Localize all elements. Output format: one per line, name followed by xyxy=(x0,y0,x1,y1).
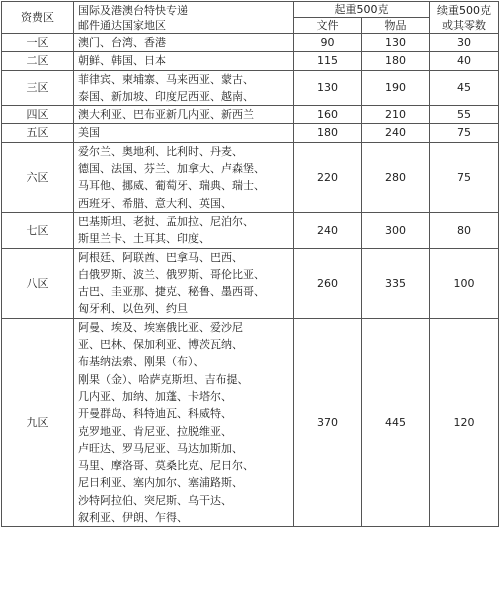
goods-price-cell: 190 xyxy=(362,70,430,106)
goods-price-cell: 335 xyxy=(362,248,430,318)
countries-line: 尼日利亚、塞内加尔、塞浦路斯、 xyxy=(78,476,243,490)
countries-line: 德国、法国、芬兰、加拿大、卢森堡、 xyxy=(78,162,265,176)
document-price-cell: 115 xyxy=(294,52,362,70)
countries-line: 阿根廷、阿联酋、巴拿马、巴西、 xyxy=(78,250,243,264)
extra-weight-price-cell: 100 xyxy=(430,248,499,318)
extra-weight-price-cell: 75 xyxy=(430,124,499,142)
table-row xyxy=(2,70,499,106)
goods-price-cell: 240 xyxy=(362,124,430,142)
header-countries xyxy=(74,2,294,34)
goods-price-cell: 300 xyxy=(362,212,430,248)
table-row xyxy=(2,52,499,70)
header-goods: 物品 xyxy=(362,18,430,34)
extra-weight-price-cell: 75 xyxy=(430,142,499,212)
countries-line: 布基纳法索、刚果（布）、 xyxy=(78,355,205,369)
document-price-cell: 370 xyxy=(294,318,362,527)
table-row xyxy=(2,34,499,52)
table-row xyxy=(2,212,499,248)
countries-cell xyxy=(74,124,294,142)
countries-line: 开曼群岛、科特迪瓦、科威特、 xyxy=(78,407,232,421)
countries-cell xyxy=(74,52,294,70)
header-zone: 资费区 xyxy=(2,2,74,34)
zone-cell: 一区 xyxy=(2,34,74,52)
countries-cell xyxy=(74,34,294,52)
countries-line: 马耳他、挪威、葡萄牙、瑞典、瑞士、 xyxy=(78,179,265,193)
goods-price-cell: 210 xyxy=(362,106,430,124)
document-price-cell: 240 xyxy=(294,212,362,248)
countries-line: 刚果（金）、哈萨克斯坦、吉布提、 xyxy=(78,372,249,386)
countries-line: 几内亚、加纳、加蓬、卡塔尔、 xyxy=(78,389,232,403)
countries-cell xyxy=(74,212,294,248)
rate-table-body xyxy=(2,34,499,527)
zone-cell: 三区 xyxy=(2,70,74,106)
countries-line: 白俄罗斯、波兰、俄罗斯、哥伦比亚、 xyxy=(78,267,265,281)
goods-price-cell: 280 xyxy=(362,142,430,212)
countries-line: 泰国、新加坡、印度尼西亚、越南、 xyxy=(78,89,254,103)
goods-price-cell: 445 xyxy=(362,318,430,527)
document-price-cell: 220 xyxy=(294,142,362,212)
countries-line: 沙特阿拉伯、突尼斯、乌干达、 xyxy=(78,493,232,507)
table-row xyxy=(2,124,499,142)
extra-weight-price-cell: 120 xyxy=(430,318,499,527)
countries-line: 克罗地亚、肯尼亚、拉脱维亚、 xyxy=(78,424,232,438)
header-row xyxy=(2,2,499,18)
header-extra-line1: 续重500克 xyxy=(437,3,491,17)
countries-line: 巴基斯坦、老挝、孟加拉、尼泊尔、 xyxy=(78,214,254,228)
goods-price-cell: 130 xyxy=(362,34,430,52)
document-price-cell: 130 xyxy=(294,70,362,106)
countries-line: 古巴、圭亚那、捷克、秘鲁、墨西哥、 xyxy=(78,285,265,299)
countries-line: 阿曼、埃及、埃塞俄比亚、爱沙尼 xyxy=(78,320,243,334)
table-row xyxy=(2,106,499,124)
countries-line: 叙利亚、伊朗、乍得、 xyxy=(78,511,188,525)
document-price-cell: 160 xyxy=(294,106,362,124)
countries-line: 斯里兰卡、土耳其、印度、 xyxy=(78,232,210,246)
table-row xyxy=(2,318,499,527)
countries-line: 马里、摩洛哥、莫桑比克、尼日尔、 xyxy=(78,459,254,473)
zone-cell: 六区 xyxy=(2,142,74,212)
zone-cell: 四区 xyxy=(2,106,74,124)
countries-line: 美国 xyxy=(78,126,100,140)
zone-cell: 八区 xyxy=(2,248,74,318)
countries-line: 朝鲜、韩国、日本 xyxy=(78,54,166,68)
table-row xyxy=(2,248,499,318)
document-price-cell: 180 xyxy=(294,124,362,142)
header-extra-weight xyxy=(430,2,499,34)
countries-cell xyxy=(74,142,294,212)
countries-cell xyxy=(74,70,294,106)
document-price-cell: 260 xyxy=(294,248,362,318)
goods-price-cell: 180 xyxy=(362,52,430,70)
table-row xyxy=(2,142,499,212)
countries-line: 澳门、台湾、香港 xyxy=(78,36,166,49)
zone-cell: 五区 xyxy=(2,124,74,142)
header-extra-line2: 或其零数 xyxy=(442,18,486,32)
header-first-weight: 起重500克 xyxy=(294,2,430,18)
countries-line: 澳大利亚、巴布亚新几内亚、新西兰 xyxy=(78,108,254,122)
countries-cell xyxy=(74,318,294,527)
extra-weight-price-cell: 40 xyxy=(430,52,499,70)
header-document: 文件 xyxy=(294,18,362,34)
zone-cell: 二区 xyxy=(2,52,74,70)
countries-line: 匈牙利、以色列、约旦 xyxy=(78,302,188,316)
header-countries-line1: 国际及港澳台特快专递 xyxy=(78,3,188,17)
countries-cell xyxy=(74,248,294,318)
countries-line: 爱尔兰、奥地利、比利时、丹麦、 xyxy=(78,144,243,158)
postage-rate-table xyxy=(1,1,499,527)
countries-cell xyxy=(74,106,294,124)
document-price-cell: 90 xyxy=(294,34,362,52)
countries-line: 西班牙、希腊、意大利、英国、 xyxy=(78,196,232,210)
zone-cell: 七区 xyxy=(2,212,74,248)
zone-cell: 九区 xyxy=(2,318,74,527)
extra-weight-price-cell: 80 xyxy=(430,212,499,248)
extra-weight-price-cell: 45 xyxy=(430,70,499,106)
extra-weight-price-cell: 55 xyxy=(430,106,499,124)
extra-weight-price-cell: 30 xyxy=(430,34,499,52)
countries-line: 卢旺达、罗马尼亚、马达加斯加、 xyxy=(78,441,243,455)
header-countries-line2: 邮件通达国家地区 xyxy=(78,18,166,32)
countries-line: 菲律宾、柬埔寨、马来西亚、蒙古、 xyxy=(78,72,254,86)
countries-line: 亚、巴林、保加利亚、博茨瓦纳、 xyxy=(78,338,243,352)
